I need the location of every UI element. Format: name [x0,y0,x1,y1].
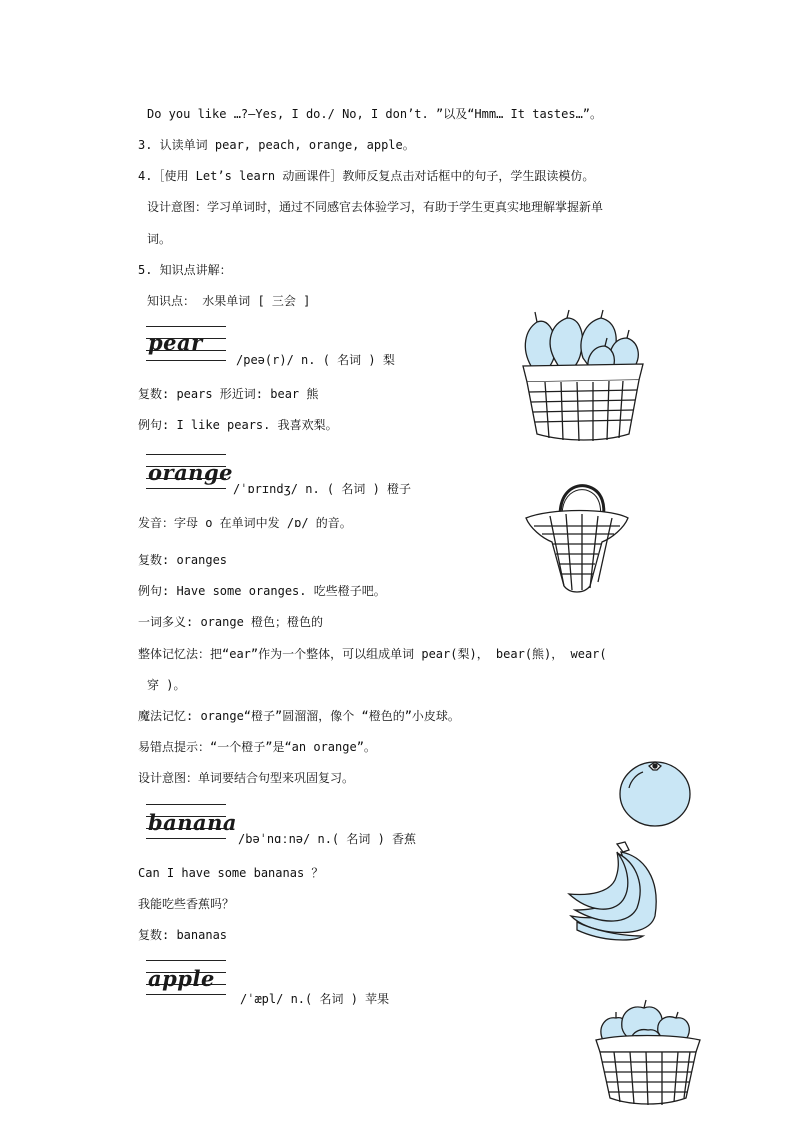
apple-basket-illustration [592,998,704,1110]
orange-phonetic: /ˈɒrɪndʒ/ n. ( 名词 ) 橙子 [233,482,412,496]
orange-pronunciation: 发音：字母 o 在单词中发 /ɒ/ 的音。 [138,516,352,530]
orange-fruit [620,762,690,826]
orange-example: 例句: Have some oranges. 吃些橙子吧。 [138,584,386,598]
memory-method: 整体记忆法：把“ear”作为一个整体，可以组成单词 pear(梨)， bear(熊)， wear( [138,647,607,661]
intro-line-1: Do you like …?—Yes, I do./ No, I don’t. ”以及“Hmm… It tastes…”。 [147,107,603,121]
banana-shape [569,852,628,909]
handwriting-pear [146,320,226,366]
design-intent-1b: 词。 [147,232,172,246]
handwriting-word-apple: apple [148,966,215,991]
banana-phonetic: /bəˈnɑːnə/ n.( 名词 ) 香蕉 [238,832,417,846]
intro-line-3: 4.［使用 Let’s learn 动画课件］教师反复点击对话框中的句子，学生跟读模仿。 [138,169,595,183]
handwriting-word-pear: pear [148,330,203,355]
orange-plural: 复数: oranges [138,553,228,567]
banana-plural: 复数: bananas [138,928,228,942]
single-orange-illustration [615,758,695,830]
banana-sentence: Can I have some bananas ？ [138,866,324,880]
orange-polysemy: 一词多义: orange 橙色；橙色的 [138,615,324,629]
banana-translation: 我能吃些香蕉吗？ [138,897,235,911]
memory-method-cont: 穿 )。 [147,678,186,692]
intro-line-2: 3. 认读单词 pear, peach, orange, apple。 [138,138,415,152]
mistake-tip: 易错点提示：“一个橙子”是“an orange”。 [138,740,376,754]
design-intent-1: 设计意图：学习单词时，通过不同感官去体验学习，有助于学生更真实地理解掌握新单 [147,200,604,214]
handwriting-apple [146,956,226,1002]
handwriting-banana [146,800,238,846]
handwriting-word-orange: orange [148,460,233,485]
section-5-heading: 5. 知识点讲解： [138,263,232,277]
apple-phonetic: /ˈæpl/ n.( 名词 ) 苹果 [240,992,390,1006]
pear-phonetic: /peə(r)/ n. ( 名词 ) 梨 [236,353,395,367]
magic-memory: 魔法记忆: orange“橙子”圆溜溜，像个 “橙色的”小皮球。 [138,709,460,723]
design-intent-2: 设计意图：单词要结合句型来巩固复习。 [138,771,355,785]
pear-example: 例句: I like pears. 我喜欢梨。 [138,418,338,432]
pear-basket-illustration [515,308,650,448]
banana-bunch-illustration [563,838,673,944]
orange-basket-illustration [520,482,635,602]
knowledge-point: 知识点： 水果单词 [ 三会 ] [147,294,311,308]
handwriting-orange [146,450,233,496]
handwriting-word-banana: banana [148,810,238,835]
pear-plural: 复数: pears 形近词: bear 熊 [138,387,319,401]
